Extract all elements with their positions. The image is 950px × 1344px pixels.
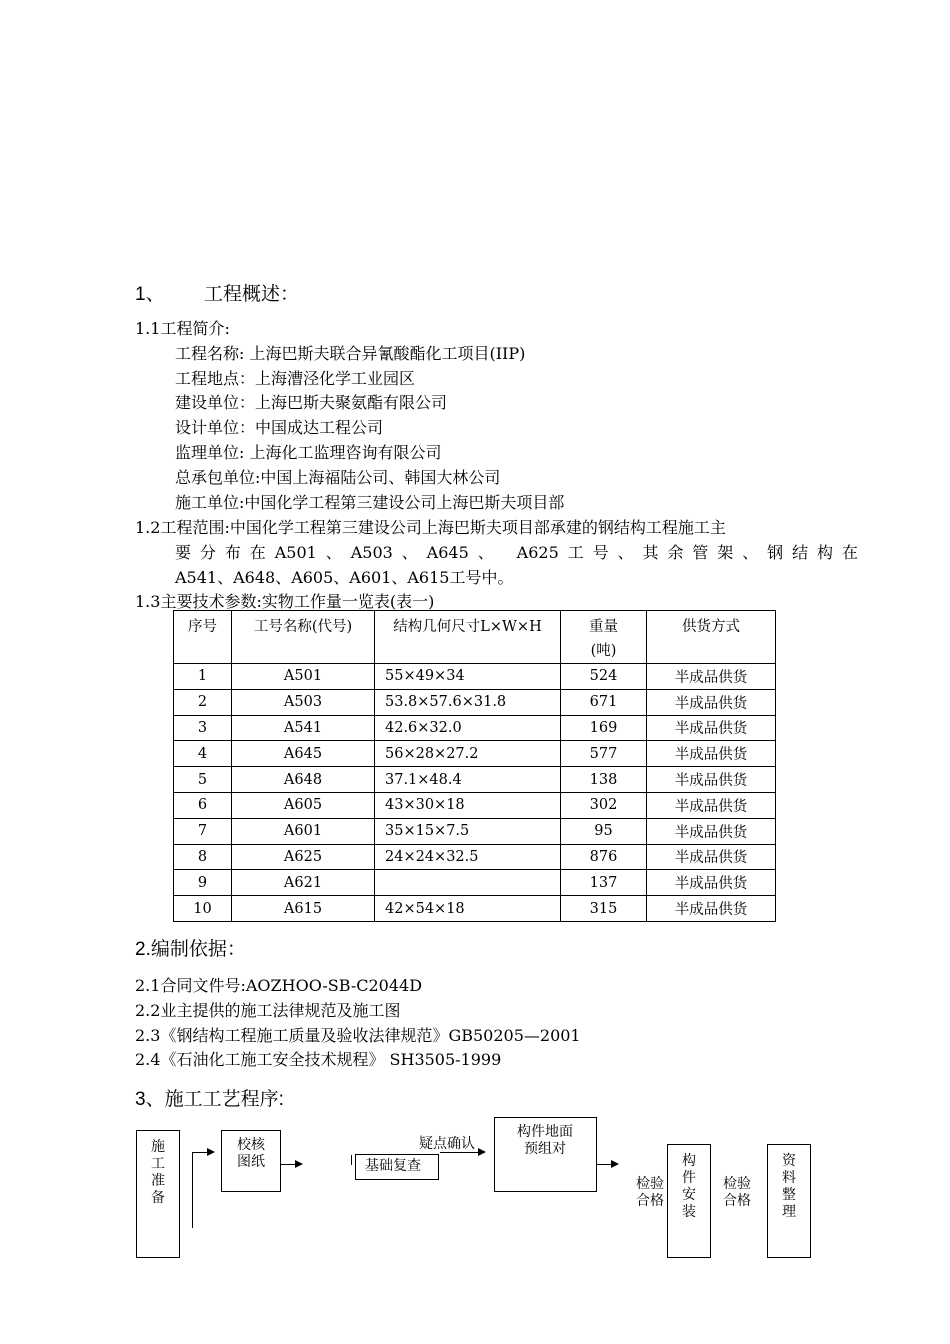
- table-row: [174, 664, 776, 690]
- cell-dimensions: 42×54×18: [375, 896, 561, 922]
- cell-no: 5: [174, 767, 232, 793]
- cell-weight: 302: [561, 792, 647, 818]
- section1-title: 工程概述：: [204, 284, 300, 305]
- flow-connector: [281, 1164, 295, 1165]
- flow-connector: [597, 1164, 611, 1165]
- col-header-weight: [561, 611, 647, 664]
- weight-unit: (吨): [590, 643, 617, 659]
- cell-dimensions: [375, 870, 561, 896]
- arrow-right-icon: [611, 1160, 619, 1168]
- cell-dimensions: 42.6×32.0: [375, 715, 561, 741]
- cell-supply: 半成品供货: [647, 896, 776, 922]
- cell-no: 8: [174, 844, 232, 870]
- flow-connector: [440, 1152, 478, 1153]
- cell-no: 7: [174, 818, 232, 844]
- flow-connector: [192, 1152, 193, 1228]
- project-location: 工程地点：上海漕泾化学工业园区: [175, 369, 416, 388]
- owner-unit: 建设单位：上海巴斯夫聚氨酯有限公司: [175, 393, 448, 412]
- basis-item: 2.3《钢结构工程施工质量及验收法律规范》GB50205—2001: [135, 1026, 581, 1045]
- arrow-right-icon: [478, 1148, 486, 1156]
- cell-weight: 524: [561, 664, 647, 690]
- cell-no: 10: [174, 896, 232, 922]
- cell-supply: 半成品供货: [647, 818, 776, 844]
- cell-dimensions: 53.8×57.6×31.8: [375, 689, 561, 715]
- design-unit: 设计单位：中国成达工程公司: [175, 418, 384, 437]
- basis-item: 2.4《石油化工施工安全技术规程》 SH3505-1999: [135, 1050, 502, 1069]
- cell-weight: 876: [561, 844, 647, 870]
- scope-line-1: 1.2工程范围:中国化学工程第三建设公司上海巴斯夫项目部承建的钢结构工程施工主: [135, 518, 726, 537]
- cell-no: 3: [174, 715, 232, 741]
- flow-label-prep: 施工准备: [151, 1139, 165, 1206]
- flow-label-preassembly: 构件地面预组对: [517, 1124, 573, 1157]
- cell-supply: 半成品供货: [647, 664, 776, 690]
- table-row: [174, 741, 776, 767]
- flow-box-prep: [136, 1130, 180, 1258]
- cell-dimensions: 56×28×27.2: [375, 741, 561, 767]
- section1-number: 1、: [135, 284, 165, 305]
- params-heading: 1.3主要技术参数:实物工作量一览表(表一): [135, 592, 435, 611]
- cell-weight: 577: [561, 741, 647, 767]
- cell-supply: 半成品供货: [647, 689, 776, 715]
- arrow-right-icon: [295, 1160, 303, 1168]
- cell-unit: A645: [232, 741, 375, 767]
- table-row: [174, 792, 776, 818]
- flow-box-check-drawings: [221, 1130, 281, 1192]
- table-row: [174, 896, 776, 922]
- project-name: 工程名称: 上海巴斯夫联合异氰酸酯化工项目(IIP): [175, 344, 526, 363]
- cell-supply: 半成品供货: [647, 715, 776, 741]
- table-row: [174, 715, 776, 741]
- cell-supply: 半成品供货: [647, 741, 776, 767]
- cell-weight: 315: [561, 896, 647, 922]
- basis-item: 2.1合同文件号:AOZHOO-SB-C2044D: [135, 976, 423, 995]
- cell-unit: A621: [232, 870, 375, 896]
- cell-dimensions: 35×15×7.5: [375, 818, 561, 844]
- cell-no: 6: [174, 792, 232, 818]
- cell-weight: 169: [561, 715, 647, 741]
- flow-label-inspect-1: 检验合格: [636, 1176, 664, 1209]
- cell-unit: A615: [232, 896, 375, 922]
- section3-title: 3、施工工艺程序:: [135, 1089, 284, 1110]
- flow-box-foundation: [355, 1154, 439, 1180]
- workload-table: [173, 610, 776, 922]
- table-row: [174, 870, 776, 896]
- cell-no: 1: [174, 664, 232, 690]
- cell-supply: 半成品供货: [647, 844, 776, 870]
- col-header-dimensions: 结构几何尺寸L×W×H: [375, 611, 561, 664]
- table-header-row: [174, 611, 776, 664]
- cell-no: 4: [174, 741, 232, 767]
- flow-label-doubt-confirm: 疑点确认: [419, 1136, 475, 1152]
- general-contractor: 总承包单位:中国上海福陆公司、韩国大林公司: [175, 468, 501, 487]
- flow-label-install: 构件安装: [682, 1153, 696, 1220]
- cell-unit: A601: [232, 818, 375, 844]
- flow-connector: [192, 1152, 207, 1153]
- flow-label-data: 资料整理: [782, 1153, 796, 1220]
- cell-no: 2: [174, 689, 232, 715]
- cell-unit: A625: [232, 844, 375, 870]
- cell-dimensions: 37.1×48.4: [375, 767, 561, 793]
- cell-no: 9: [174, 870, 232, 896]
- basis-item: 2.2业主提供的施工法律规范及施工图: [135, 1001, 401, 1020]
- table-row: [174, 689, 776, 715]
- flow-label-foundation: 基础复查: [365, 1158, 421, 1174]
- cell-unit: A501: [232, 664, 375, 690]
- supervision-unit: 监理单位: 上海化工监理咨询有限公司: [175, 443, 442, 462]
- cell-weight: 138: [561, 767, 647, 793]
- cell-weight: 137: [561, 870, 647, 896]
- cell-dimensions: 24×24×32.5: [375, 844, 561, 870]
- flow-label-check-drawings: 校核图纸: [237, 1137, 265, 1170]
- scope-line-2: 要分布在A501、A503、A645、 A625工号、其余管架、钢结构在: [175, 543, 858, 562]
- cell-unit: A648: [232, 767, 375, 793]
- col-header-supply: 供货方式: [647, 611, 776, 664]
- flow-label-inspect-2: 检验合格: [723, 1176, 751, 1209]
- table-row: [174, 844, 776, 870]
- cell-supply: 半成品供货: [647, 792, 776, 818]
- col-header-unit-name: 工号名称(代号): [232, 611, 375, 664]
- cell-dimensions: 55×49×34: [375, 664, 561, 690]
- flow-box-data: [767, 1144, 811, 1258]
- cell-dimensions: 43×30×18: [375, 792, 561, 818]
- col-header-no: 序号: [174, 611, 232, 664]
- table-row: [174, 818, 776, 844]
- cell-weight: 95: [561, 818, 647, 844]
- weight-label: 重量: [589, 619, 618, 635]
- cell-supply: 半成品供货: [647, 767, 776, 793]
- scope-line-3: A541、A648、A605、A601、A615工号中。: [175, 568, 514, 587]
- cell-unit: A605: [232, 792, 375, 818]
- flow-box-preassembly: [494, 1117, 597, 1192]
- table-row: [174, 767, 776, 793]
- section2-title: 2.编制依据：: [135, 939, 246, 960]
- cell-supply: 半成品供货: [647, 870, 776, 896]
- intro-heading: 1.1工程简介:: [135, 319, 230, 338]
- flow-box-install: [667, 1144, 711, 1258]
- flow-connector: [351, 1155, 352, 1165]
- cell-unit: A541: [232, 715, 375, 741]
- construction-unit: 施工单位:中国化学工程第三建设公司上海巴斯夫项目部: [175, 493, 565, 512]
- cell-weight: 671: [561, 689, 647, 715]
- cell-unit: A503: [232, 689, 375, 715]
- arrow-right-icon: [207, 1148, 215, 1156]
